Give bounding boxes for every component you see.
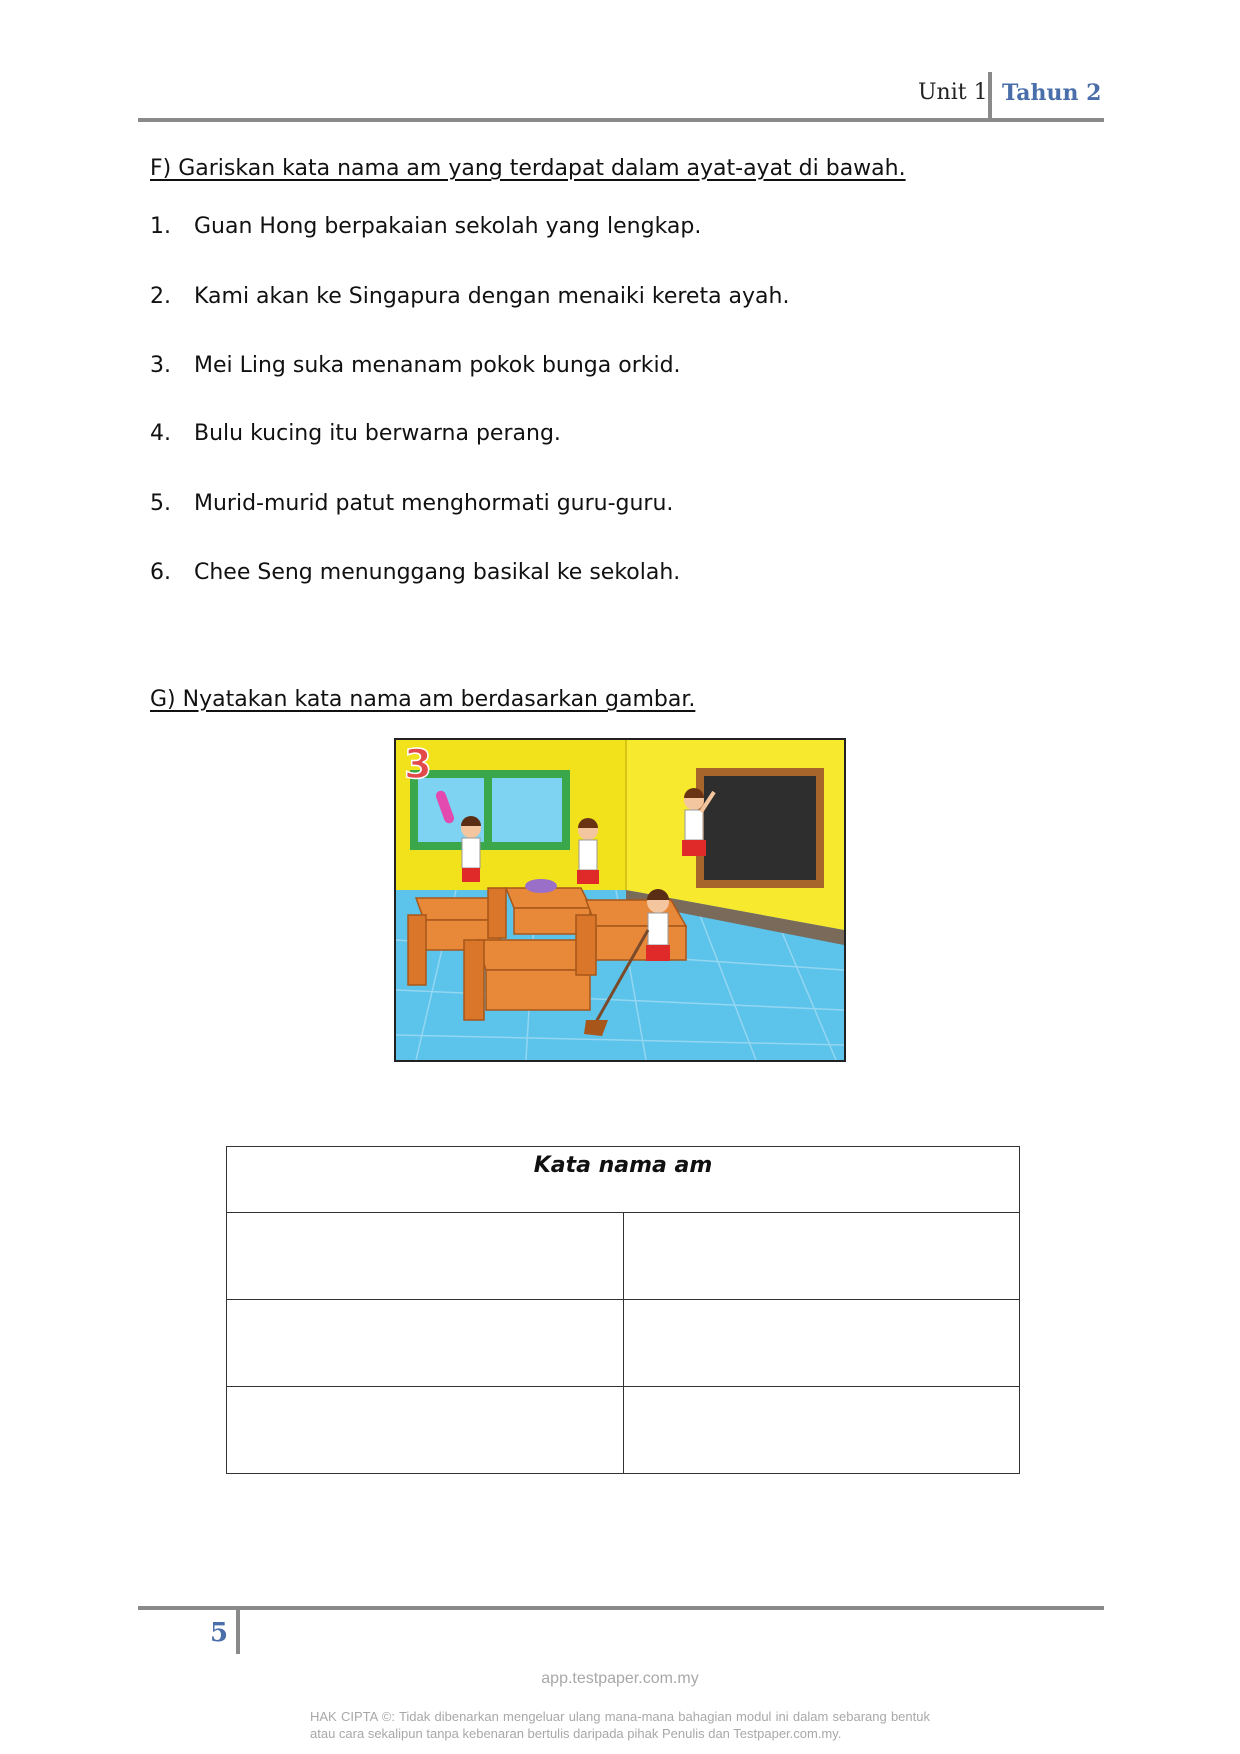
question-text: Kami akan ke Singapura dengan menaiki kereta ayah. (194, 284, 790, 309)
page-number: 5 (210, 1618, 229, 1648)
answer-cell[interactable] (227, 1300, 624, 1387)
footer-divider (236, 1610, 240, 1654)
question-text: Chee Seng menunggang basikal ke sekolah. (194, 560, 681, 585)
question-number: 6. (150, 560, 171, 585)
section-g-title: G) Nyatakan kata nama am berdasarkan gambar. (150, 687, 696, 712)
footer-rule (138, 1606, 1104, 1610)
answer-cell[interactable] (623, 1300, 1020, 1387)
question-text: Guan Hong berpakaian sekolah yang lengkap. (194, 214, 702, 239)
question-text: Bulu kucing itu berwarna perang. (194, 421, 561, 446)
header-unit: Unit 1 (918, 80, 988, 105)
picture-number: 3 (404, 742, 432, 788)
section-f-title: F) Gariskan kata nama am yang terdapat dalam ayat-ayat di bawah. (150, 156, 906, 181)
copyright-notice: HAK CIPTA ©: Tidak dibenarkan mengeluar ulang mana-mana bahagian modul ini dalam sebarang bentuk atau cara sekalipun tanpa kebenaran bertulis daripada pihak Penulis dan Testpaper.com.my. (310, 1709, 930, 1741)
classroom-cleaning-picture (394, 738, 846, 1062)
question-number: 2. (150, 284, 171, 309)
answer-table (226, 1146, 1020, 1474)
answer-cell[interactable] (227, 1387, 624, 1474)
question-text: Mei Ling suka menanam pokok bunga orkid. (194, 353, 681, 378)
question-text: Murid-murid patut menghormati guru-guru. (194, 491, 674, 516)
header-rule (138, 118, 1104, 122)
question-number: 4. (150, 421, 171, 446)
footer-url: app.testpaper.com.my (541, 1670, 699, 1687)
answer-cell[interactable] (623, 1387, 1020, 1474)
question-number: 5. (150, 491, 171, 516)
answer-cell[interactable] (623, 1213, 1020, 1300)
table-header: Kata nama am (227, 1147, 1020, 1213)
answer-cell[interactable] (227, 1213, 624, 1300)
question-number: 1. (150, 214, 171, 239)
header-divider (988, 72, 992, 118)
header-tahun: Tahun 2 (1002, 80, 1102, 106)
question-number: 3. (150, 353, 171, 378)
